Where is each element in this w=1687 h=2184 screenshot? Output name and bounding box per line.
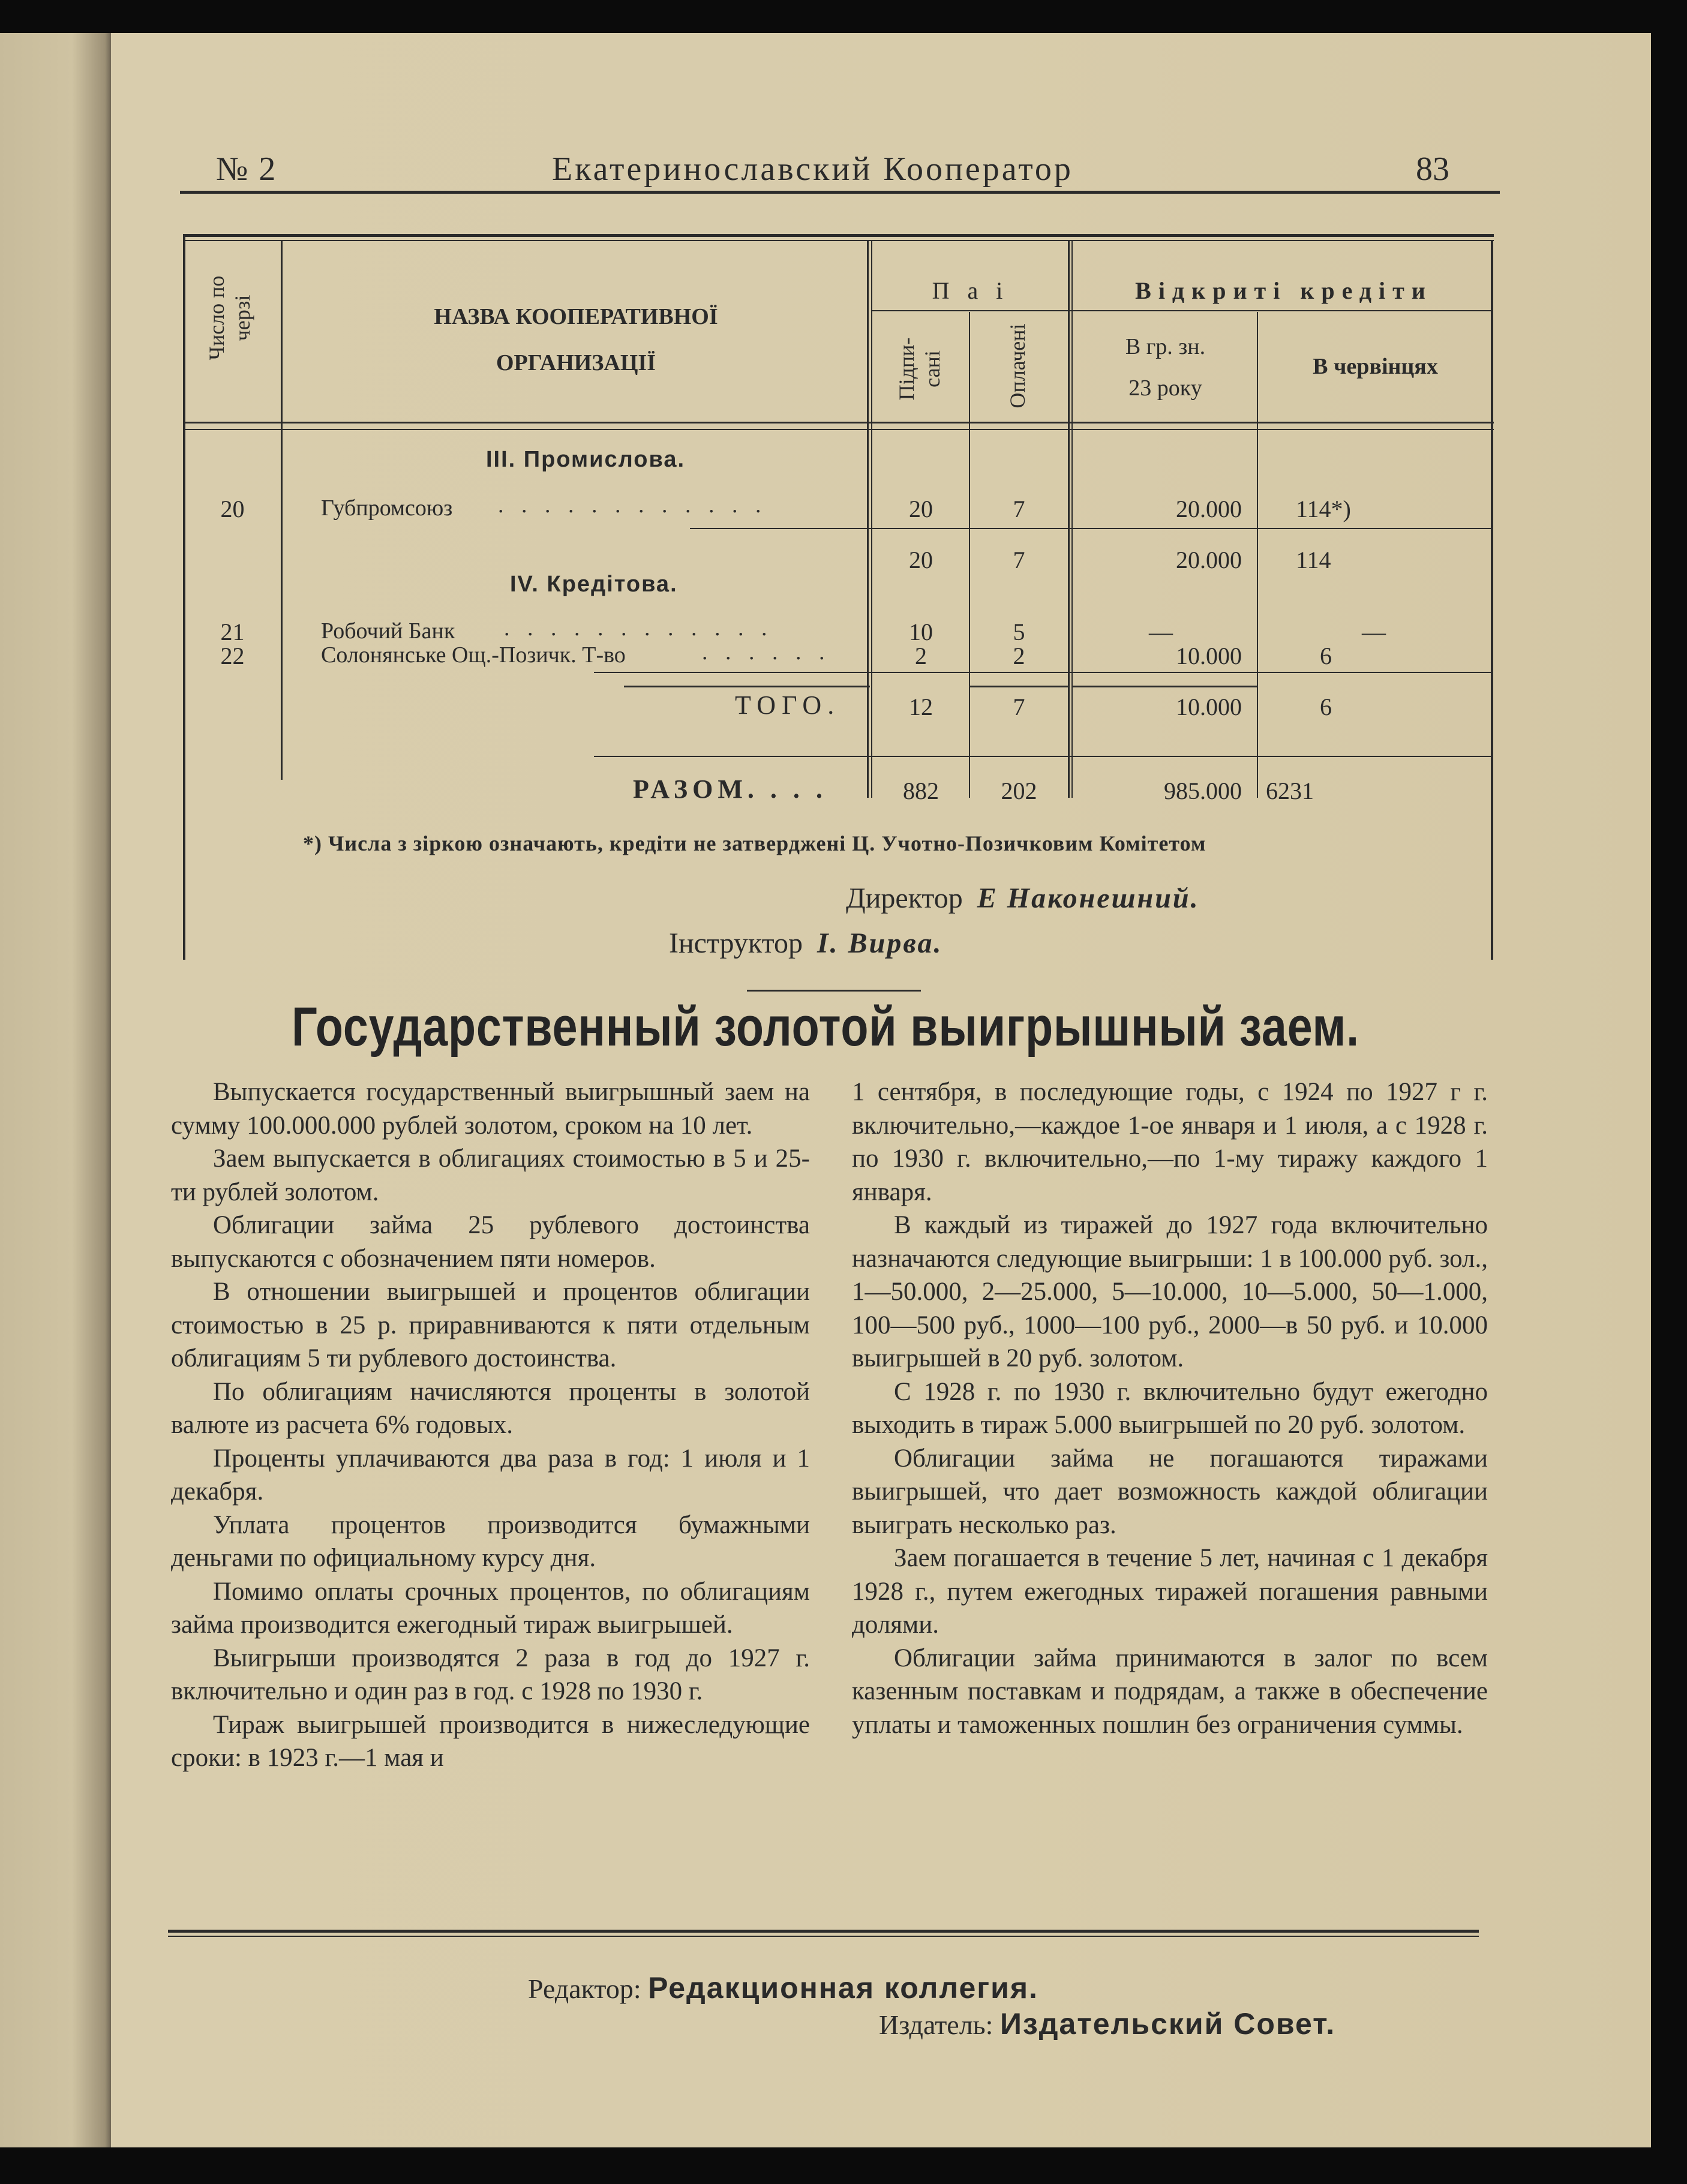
director-signature: Директор Е Наконешний. xyxy=(846,882,1200,914)
article-column-right xyxy=(852,1076,1488,1741)
binding-margin xyxy=(0,33,111,2147)
col-header-credit-gr: В гр. зн. 23 року xyxy=(1125,334,1206,401)
publisher-credit: Издатель: Издательский Совет. xyxy=(879,2007,1336,2041)
footer-rule xyxy=(168,1930,1479,1933)
editor-credit: Редактор: Редакционная коллегия. xyxy=(528,1971,1038,2005)
col-header-shares: П а і xyxy=(932,277,1009,304)
separator-rule xyxy=(747,990,921,992)
article-paragraph: По облигациям начисляются проценты в золотой валюте из расчета 6% годовых. xyxy=(171,1377,810,1439)
article-column-left xyxy=(171,1076,810,1775)
article-paragraph: С 1928 г. по 1930 г. включительно будут ежегодно выходить в тираж 5.000 выигрышей по 20 руб. золотом. xyxy=(852,1377,1488,1439)
section-industrial: III. Промислова. xyxy=(486,447,686,472)
instructor-signature: Інструктор І. Вирва. xyxy=(669,927,943,959)
article-paragraph: Облигации займа 25 рублевого достоинства выпускаются с обозначением пяти номеров. xyxy=(171,1211,810,1273)
page-number: 83 xyxy=(1416,151,1449,188)
article-paragraph: Выпускается государственный выигрышный заем на сумму 100.000.000 рублей золотом, сроком на 10 лет. xyxy=(171,1078,810,1140)
newspaper-page: № 2 Екатеринославский Кооператор 83 Число по черзі НАЗВА КООПЕРАТИВНОЇ ОРГАНИЗАЦІЇ П а і Підпи- сані Оплачені Відкриті кредіти В гр. зн. 23 року В червінцях III. Промислова. 20 Губпромсоюз . . . . . . . . . . . . 20 7 20.000 114*) 20 7 20.000 114 IV. Кредітова. 21 Робочий Банк . . . . . . . . . . . . 10 5 — — 22 Солонянське Ощ.-Позичк. Т-во . . . . . . 2 2 10.000 6 ТОГО. 12 7 10.000 6 РАЗОМ. . . . 882 202 985.000 6231 *) Числа з зіркою означають, кредіти не затверджені Ц. Учотно-Позичковим Комітетом Директор Е Наконешний. Інструктор І. Вирва. Государственный золотой выигрышный заем. Выпускается государственный выигрышный заем на сумму 100.000.000 рублей золотом, сроком на 10 лет. Заем выпускается в облигациях стоимостью в 5 и 25-ти рублей золотом. Облигации займа 25 рублевого достоинства выпускаются с обозначением пяти номеров. В отношении выигрышей и процентов облигации стоимостью в 25 р. приравниваются к пяти отдельным облигациям 5 ти рублевого достоинства. По облигациям начисляются проценты в золотой валюте из расчета 6% годовых. Проценты уплачиваются два раза в год: 1 июля и 1 декабря. Уплата процентов производится бумажными деньгами по официальному курсу дня. Помимо оплаты срочных процентов, по облигациям займа производится ежегодный тираж выигрышей. Выигрыши производятся 2 раза в год до 1927 г. включительно и один раз в год. с 1928 по 1930 г. Тираж выигрышей производится в нижеследующие сроки: в 1923 г.—1 мая и 1 сентября, в последующие годы, с 1924 по 1927 г г. включительно,—каждое 1-ое января и 1 июля, а с 1928 г. по 1930 г. включительно,—по 1-му тиражу каждого 1 января. В каждый из тиражей до 1927 года включительно назначаются следующие выигрыши: 1 в 100.000 руб. зол., 1—50.000, 2—25.000, 5—10.000, 10—5.000, 50—1.000, 100—500 руб., 1000—100 руб., 2000—в 50 руб. и 10.000 выигрышей в 20 руб. золотом. С 1928 г. по 1930 г. включительно будут ежегодно выходить в тираж 5.000 выигрышей по 20 руб. золотом. Облигации займа не погашаются тиражами выигрышей, что дает возможность каждой облигации выиграть несколько раз. Заем погашается в течение 5 лет, начиная с 1 декабря 1928 г., путем ежегодных тиражей погашения равными долями. Облигации займа принимаются в залог по всем казенным поставкам и подрядам, а также в обеспечение уплаты и таможенных пошлин без ограничения суммы. Редактор: Редакционная коллегия. Издатель: Издательский Совет. xyxy=(0,33,1651,2147)
col-header-subscribed: Підпи- сані xyxy=(894,337,945,401)
article-paragraph: Облигации займа принимаются в залог по всем казенным поставкам и подрядам, а также в обеспечение уплаты и таможенных пошлин без ограничения суммы. xyxy=(852,1644,1488,1739)
article-paragraph: Заем погашается в течение 5 лет, начиная с 1 декабря 1928 г., путем ежегодных тиражей погашения равными долями. xyxy=(852,1544,1488,1639)
col-header-org: НАЗВА КООПЕРАТИВНОЇ ОРГАНИЗАЦІЇ xyxy=(434,304,718,375)
article-paragraph: Выигрыши производятся 2 раза в год до 1927 г. включительно и один раз в год. с 1928 по 1930 г. xyxy=(171,1644,810,1705)
publication-title: Екатеринославский Кооператор xyxy=(552,151,1073,188)
col-header-number: Число по черзі xyxy=(205,275,255,361)
article-paragraph: Проценты уплачиваются два раза в год: 1 июля и 1 декабря. xyxy=(171,1444,810,1506)
article-paragraph: Уплата процентов производится бумажными деньгами по официальному курсу дня. xyxy=(171,1510,810,1572)
col-header-paid: Оплачені xyxy=(1005,323,1029,408)
article-paragraph: В каждый из тиражей до 1927 года включительно назначаются следующие выигрыши: 1 в 100.000 руб. зол., 1—50.000, 2—25.000, 5—10.000, 10—5.000, 50—1.000, 100—500 руб., 1000—100 руб., 2000—в 50 руб. и 10.000 выигрышей в 20 руб. золотом. xyxy=(852,1211,1488,1372)
col-header-credits: Відкриті кредіти xyxy=(1135,277,1433,304)
article-paragraph: 1 сентября, в последующие годы, с 1924 по 1927 г г. включительно,—каждое 1-ое января и 1 июля, а с 1928 г. по 1930 г. включительно,—по 1-му тиражу каждого 1 января. xyxy=(852,1078,1488,1206)
article-paragraph: В отношении выигрышей и процентов облигации стоимостью в 25 р. приравниваются к пяти отдельным облигациям 5 ти рублевого достоинства. xyxy=(171,1278,810,1372)
article-paragraph: Помимо оплаты срочных процентов, по облигациям займа производится ежегодный тираж выигрышей. xyxy=(171,1577,810,1639)
article-paragraph: Тираж выигрышей производится в нижеследующие сроки: в 1923 г.—1 мая и xyxy=(171,1710,810,1772)
section-credit: IV. Кредітова. xyxy=(510,572,678,597)
article-paragraph: Заем выпускается в облигациях стоимостью в 5 и 25-ти рублей золотом. xyxy=(171,1144,810,1206)
col-header-credit-chervontsy: В червінцях xyxy=(1313,354,1438,379)
issue-number: № 2 xyxy=(216,151,277,188)
header-rule xyxy=(180,191,1500,194)
article-title: Государственный золотой выигрышный заем. xyxy=(292,996,1359,1058)
table-footnote: *) Числа з зіркою означають, кредіти не затверджені Ц. Учотно-Позичковим Комітетом xyxy=(303,831,1206,855)
article-paragraph: Облигации займа не погашаются тиражами выигрышей, что дает возможность каждой облигации выиграть несколько раз. xyxy=(852,1444,1488,1539)
